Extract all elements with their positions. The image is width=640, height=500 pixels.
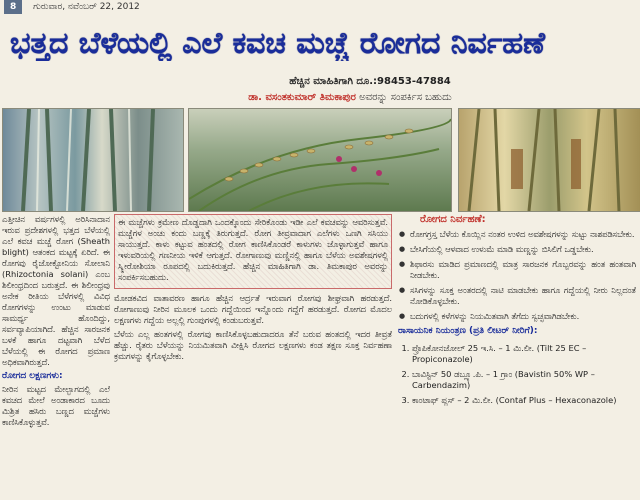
page-header-bar (0, 0, 640, 14)
highlight-box (114, 214, 392, 289)
byline-suffix: ಅವರನ್ನು ಸಂಪರ್ಕಿಸ ಬಹುದು (355, 92, 452, 103)
article-column-1 (2, 214, 110, 498)
infected-field-photo (458, 108, 640, 212)
body-paragraph-2: ಬೆಳೆಯ ಎಲ್ಲ ಹಂತಗಳಲ್ಲಿ ರೋಗವು ಕಾಣಿಸಿಕೊಳ್ಳಬಹುದಾದರೂ ತೆನೆ ಬರುವ ಹಂತದಲ್ಲಿ ಇದರ ತೀವ್ರತೆ ಹೆಚ್ಚು. ರೈತರು ಬೆಳೆಯನ್ನು ನಿಯಮಿತವಾಗಿ ವೀಕ್ಷಿಸಿ ರೋಗದ ಲಕ್ಷಣಗಳು ಕಂಡ ತಕ್ಷಣ ಸೂಕ್ತ ನಿರ್ವಹಣಾ ಕ್ರಮಗಳನ್ನು ಕೈಗೊಳ್ಳಬೇಕು. (114, 329, 392, 361)
page-number: 8 (4, 0, 22, 14)
intro-paragraph: ಎತ್ತೀಚಿನ ವರ್ಷಗಳಲ್ಲಿ ಅರಿಸಿನಾದಾನ ಇರುವ ಪ್ರದೇಶಗಳಲ್ಲಿ ಭತ್ತದ ಬೆಳೆಯಲ್ಲಿ ಎಲೆ ಕವಚ ಮಚ್ಚೆ ರೋಗ (Sheath blight) ಆತಂಕದ ಮಟ್ಟಕ್ಕೆ ಏರಿದೆ. ಈ ರೋಗವು ರೈಜೋಕ್ಟೋನಿಯ ಸೋಲಾನಿ (Rhizoctonia solani) ಎಂಬ ಶಿಲೀಂಧ್ರದಿಂದ ಬರುತ್ತದೆ. ಈ ಶಿಲೀಂಧ್ರವು ಅನೇಕ ರೀತಿಯ ಬೆಳೆಗಳಲ್ಲಿ ವಿವಿಧ ರೋಗಗಳನ್ನು ಉಂಟು ಮಾಡುವ ಸಾಮರ್ಥ್ಯ ಹೊಂದಿದ್ದು, ಸರ್ವವ್ಯಾಪಿಯಾಗಿದೆ. ಹೆಚ್ಚಿನ ಸಾರಜನಕ ಬಳಕೆ ಹಾಗೂ ದಟ್ಟವಾಗಿ ಬೆಳೆದ ಬೆಳೆಯಲ್ಲಿ ಈ ರೋಗದ ಪ್ರಮಾಣ ಅಧಿಕವಾಗಿರುತ್ತದೆ. (2, 214, 110, 367)
contact-line: ಹೆಚ್ಚಿನ ಮಾಹಿತಿಗಾಗಿ ದೂ.:98453-47884 (289, 76, 451, 87)
issue-date: ಗುರುವಾರ, ನವೆಂಬರ್ 22, 2012 (33, 2, 140, 12)
list-item: ● ಬೇಸಿಗೆಯಲ್ಲಿ ಆಳವಾದ ಉಳುಮೆ ಮಾಡಿ ಮಣ್ಣನ್ನು ಬಿಸಿಲಿಗೆ ಒಡ್ಡಬೇಕು. (410, 244, 636, 255)
article-headline: ಭತ್ತದ ಬೆಳೆಯಲ್ಲಿ ಎಲೆ ಕವಚ ಮಚ್ಚೆ ರೋಗದ ನಿರ್ವಹಣೆ (10, 26, 545, 61)
symptoms-paragraph: ನೀರಿನ ಮಟ್ಟದ ಮೇಲ್ಭಾಗದಲ್ಲಿ ಎಲೆ ಕವಚದ ಮೇಲೆ ಅಂಡಾಕಾರದ ಬೂದು ಮಿಶ್ರಿತ ಹಸಿರು ಬಣ್ಣದ ಮಚ್ಚೆಗಳು ಕಾಣಿಸಿಕೊಳ್ಳುತ್ತವೆ. (2, 384, 110, 427)
author-name: ಡಾ. ವಸಂತಕುಮಾರ್ ತಿಮಕಾಪುರ (248, 92, 356, 103)
list-item: 1. ಪ್ರೊಪಿಕೋನಜೋಲ್ 25 ಇ.ಸಿ. – 1 ಮಿ.ಲೀ. (Tilt 25 EC – Propiconazole) (412, 343, 636, 365)
chemical-heading: ರಾಸಾಯನಿಕ ನಿಯಂತ್ರಣ (ಪ್ರತಿ ಲೀಟರ್ ನೀರಿಗೆ): (398, 326, 538, 336)
article-column-3 (398, 214, 636, 498)
infected-field-illustration (459, 109, 640, 211)
list-item: 3. ಕಾಂಟಾಫ್ ಪ್ಲಸ್ – 2 ಮಿ.ಲೀ. (Contaf Plus – Hexaconazole) (412, 395, 636, 406)
list-item: 2. ಬಾವಿಸ್ಟಿನ್ 50 ಡಬ್ಲ್ಯೂ.ಪಿ. – 1 ಗ್ರಾಂ (Bavistin 50% WP – Carbendazim) (412, 369, 636, 391)
rice-panicle-illustration (189, 109, 451, 211)
list-item: ● ರೋಗಗ್ರಸ್ತ ಬೆಳೆಯ ಕೊಯ್ಲಿನ ನಂತರ ಉಳಿದ ಅವಶೇಷಗಳನ್ನು ಸುಟ್ಟು ನಾಶಪಡಿಸಬೇಕು. (410, 229, 636, 240)
list-item: ● ಬದುಗಳಲ್ಲಿ ಕಳೆಗಳನ್ನು ನಿಯಮಿತವಾಗಿ ತೆಗೆದು ಸ್ವಚ್ಛವಾಗಿಡಬೇಕು. (410, 311, 636, 322)
management-list (398, 229, 636, 322)
list-item: ● ಶಿಫಾರಸು ಮಾಡಿದ ಪ್ರಮಾಣದಲ್ಲಿ ಮಾತ್ರ ಸಾರಜನಕ ಗೊಬ್ಬರವನ್ನು ಹಂತ ಹಂತವಾಗಿ ನೀಡಬೇಕು. (410, 259, 636, 281)
rice-stem-photo (2, 108, 184, 212)
management-heading: ರೋಗದ ನಿರ್ವಹಣೆ: (420, 214, 486, 225)
article-column-2 (114, 214, 392, 498)
list-item: ● ಸಸಿಗಳನ್ನು ಸೂಕ್ತ ಅಂತರದಲ್ಲಿ ನಾಟಿ ಮಾಡಬೇಕು ಹಾಗೂ ಗದ್ದೆಯಲ್ಲಿ ನೀರು ನಿಲ್ಲದಂತೆ ನೋಡಿಕೊಳ್ಳಬೇಕು. (410, 285, 636, 307)
highlight-paragraph: ಈ ಮಚ್ಚೆಗಳು ಕ್ರಮೇಣ ದೊಡ್ಡದಾಗಿ ಒಂದಕ್ಕೊಂದು ಸೇರಿಕೊಂಡು ಇಡೀ ಎಲೆ ಕವಚವನ್ನು ಆವರಿಸುತ್ತವೆ. ಮಚ್ಚೆಗಳ ಅಂಚು ಕಂದು ಬಣ್ಣಕ್ಕೆ ತಿರುಗುತ್ತದೆ. ರೋಗ ತೀವ್ರವಾದಾಗ ಎಲೆಗಳು ಒಣಗಿ ಸಸಿಯು ಸಾಯುತ್ತದೆ. ಕಾಳು ಕಟ್ಟುವ ಹಂತದಲ್ಲಿ ರೋಗ ಕಾಣಿಸಿಕೊಂಡರೆ ಕಾಳುಗಳು ಜೊಳ್ಳಾಗುತ್ತವೆ ಹಾಗೂ ಇಳುವರಿಯಲ್ಲಿ ಗಣನೀಯ ಇಳಿಕೆ ಆಗುತ್ತದೆ. ರೋಗಾಣುವು ಮಣ್ಣಿನಲ್ಲಿ ಹಾಗೂ ಬೆಳೆಯ ಅವಶೇಷಗಳಲ್ಲಿ ಸ್ಕ್ಲೀರೋಶಿಯಾ ರೂಪದಲ್ಲಿ ಬದುಕಿರುತ್ತದೆ. ಹೆಚ್ಚಿನ ಮಾಹಿತಿಗಾಗಿ ಡಾ. ತಿಮಕಾಪುರ ಅವರನ್ನು ಸಂಪರ್ಕಿಸಬಹುದು. (118, 217, 388, 282)
symptoms-heading: ರೋಗದ ಲಕ್ಷಣಗಳು: (2, 371, 63, 381)
body-paragraph-1: ಮೋಡಕವಿದ ವಾತಾವರಣ ಹಾಗೂ ಹೆಚ್ಚಿನ ಆರ್ದ್ರತೆ ಇರುವಾಗ ರೋಗವು ಶೀಘ್ರವಾಗಿ ಹರಡುತ್ತದೆ. ರೋಗಾಣುವು ನೀರಿನ ಮೂಲಕ ಒಂದು ಗದ್ದೆಯಿಂದ ಇನ್ನೊಂದು ಗದ್ದೆಗೆ ಹರಡುತ್ತದೆ. ರೋಗದ ಮೊದಲ ಲಕ್ಷಣಗಳು ಗದ್ದೆಯ ಅಲ್ಲಲ್ಲಿ ಗುಂಪುಗಳಲ್ಲಿ ಕಂಡುಬರುತ್ತವೆ. (114, 293, 392, 325)
byline (140, 92, 560, 103)
rice-panicle-photo (188, 108, 452, 212)
chemical-list (398, 343, 636, 406)
rice-stem-illustration (3, 109, 183, 211)
